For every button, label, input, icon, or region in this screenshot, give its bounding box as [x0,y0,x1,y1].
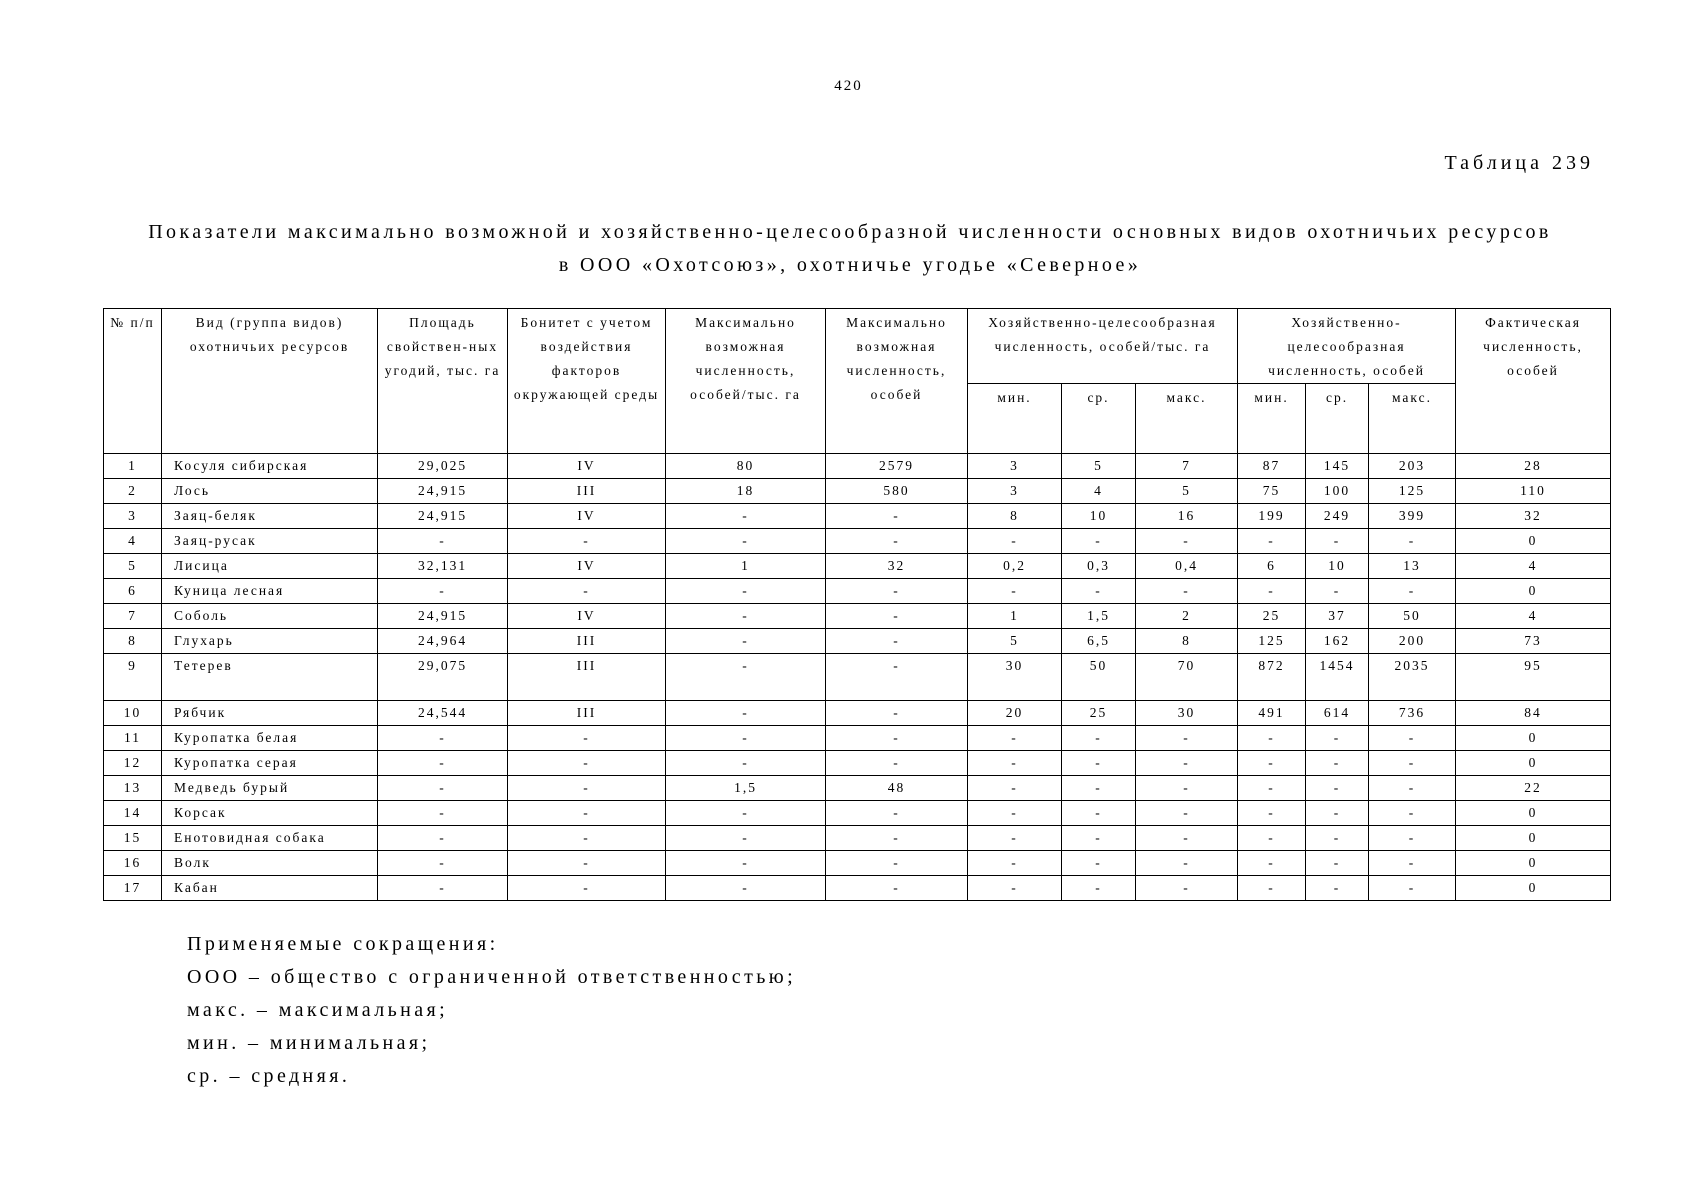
table-cell: III [508,701,666,726]
table-cell: - [1306,751,1369,776]
table-cell: - [508,801,666,826]
table-cell: - [968,579,1062,604]
table-row [104,479,1611,504]
header-species: Вид (группа видов) охотничьих ресурсов [162,309,378,454]
table-cell: - [1306,726,1369,751]
header-eco-density: Хозяйственно-целесообразная численность, особей/тыс. га [968,309,1238,384]
table-cell: - [1306,776,1369,801]
table-cell: - [378,876,508,901]
table-cell: - [826,654,968,701]
table-cell: - [666,604,826,629]
table-row [104,876,1611,901]
table-cell: 50 [1062,654,1136,701]
table-cell: - [968,801,1062,826]
table-cell: 22 [1456,776,1611,801]
table-cell: 110 [1456,479,1611,504]
table-cell: 736 [1369,701,1456,726]
species-name-cell: Заяц-русак [162,529,378,554]
table-cell: - [826,801,968,826]
table-cell: - [1062,579,1136,604]
table-cell: - [1369,876,1456,901]
table-cell: 25 [1238,604,1306,629]
table-cell: 0 [1456,801,1611,826]
table-cell: - [1136,826,1238,851]
table-cell: - [968,726,1062,751]
table-cell: 0 [1456,851,1611,876]
title-line: в ООО «Охотсоюз», охотничье угодье «Северное» [558,254,1142,276]
table-cell: - [826,751,968,776]
header-max-count: Максимально возможная численность, особей [826,309,968,454]
table-cell: 87 [1238,454,1306,479]
table-cell: - [666,654,826,701]
table-cell: 399 [1369,504,1456,529]
table-cell: - [508,751,666,776]
table-cell: - [1369,529,1456,554]
species-name-cell: Волк [162,851,378,876]
table-cell: - [1369,726,1456,751]
table-cell: 10 [1062,504,1136,529]
table-cell: - [1369,801,1456,826]
table-cell: - [1306,851,1369,876]
table-cell: - [1369,751,1456,776]
table-cell: 200 [1369,629,1456,654]
header-avg: ср. [1306,384,1369,454]
table-body [104,454,1611,901]
table-row [104,629,1611,654]
table-cell: - [1062,529,1136,554]
table-cell: - [826,579,968,604]
table-cell: 70 [1136,654,1238,701]
species-name-cell: Соболь [162,604,378,629]
header-max: макс. [1369,384,1456,454]
table-cell: 3 [104,504,162,529]
header-area: Площадь свойствен-ных угодий, тыс. га [378,309,508,454]
table-row [104,654,1611,701]
table-cell: 0 [1456,529,1611,554]
species-name-cell: Глухарь [162,629,378,654]
table-row [104,529,1611,554]
table-cell: - [508,826,666,851]
table-cell: 2035 [1369,654,1456,701]
table-cell: 32 [1456,504,1611,529]
table-cell: - [1062,826,1136,851]
title-line: Показатели максимально возможной и хозяйственно-целесообразной численности основных видов охотничьих ресурсов [148,221,1552,243]
table-row [104,801,1611,826]
table-cell: 24,964 [378,629,508,654]
table-cell: 73 [1456,629,1611,654]
table-cell: - [666,579,826,604]
table-cell: - [378,726,508,751]
abbreviation-item: мин. – минимальная; [187,1032,431,1054]
table-cell: 5 [104,554,162,579]
table-cell: 0 [1456,579,1611,604]
species-name-cell: Лось [162,479,378,504]
header-number: № п/п [104,309,162,454]
table-cell: 48 [826,776,968,801]
table-cell: 24,915 [378,479,508,504]
table-cell: - [1136,801,1238,826]
table-cell: 25 [1062,701,1136,726]
species-name-cell: Куница лесная [162,579,378,604]
table-cell: - [1238,851,1306,876]
species-name-cell: Заяц-беляк [162,504,378,529]
table-cell: 4 [1456,554,1611,579]
table-cell: 16 [104,851,162,876]
table-cell: 16 [1136,504,1238,529]
table-cell: - [826,826,968,851]
table-cell: - [1136,751,1238,776]
table-cell: 6,5 [1062,629,1136,654]
table-cell: IV [508,554,666,579]
table-cell: - [1136,876,1238,901]
table-cell: 3 [968,454,1062,479]
table-cell: 3 [968,479,1062,504]
table-cell: - [378,751,508,776]
table-cell: - [1062,876,1136,901]
table-cell: 125 [1369,479,1456,504]
table-cell: 32 [826,554,968,579]
table-row [104,604,1611,629]
table-cell: - [1136,726,1238,751]
table-cell: - [826,701,968,726]
table-cell: - [826,851,968,876]
abbreviations-heading: Применяемые сокращения: [187,933,499,955]
table-cell: 1 [666,554,826,579]
header-eco-count: Хозяйственно-целесообразная численность, особей [1238,309,1456,384]
table-cell: - [968,529,1062,554]
table-cell: 11 [104,726,162,751]
table-row [104,826,1611,851]
table-cell: - [826,876,968,901]
table-cell: 30 [968,654,1062,701]
table-cell: - [1238,801,1306,826]
table-cell: - [826,726,968,751]
table-cell: - [508,851,666,876]
page-number: 420 [834,78,863,94]
header-max-density: Максимально возможная численность, особей/тыс. га [666,309,826,454]
table-cell: 0 [1456,826,1611,851]
table-cell: - [1062,801,1136,826]
table-cell: III [508,654,666,701]
species-name-cell: Лисица [162,554,378,579]
table-row [104,751,1611,776]
table-cell: 0 [1456,726,1611,751]
table-row [104,579,1611,604]
table-cell: - [378,579,508,604]
table-cell: 203 [1369,454,1456,479]
table-cell: 30 [1136,701,1238,726]
table-row [104,726,1611,751]
table-cell: 24,915 [378,604,508,629]
table-cell: - [508,579,666,604]
species-name-cell: Енотовидная собака [162,826,378,851]
table-cell: - [666,801,826,826]
table-cell: - [1062,726,1136,751]
table-cell: 100 [1306,479,1369,504]
table-cell: 249 [1306,504,1369,529]
table-cell: - [378,851,508,876]
table-cell: 1 [104,454,162,479]
table-cell: 10 [1306,554,1369,579]
species-name-cell: Тетерев [162,654,378,701]
table-cell: - [1062,751,1136,776]
table-cell: 0 [1456,876,1611,901]
table-cell: - [968,751,1062,776]
table-cell: - [666,629,826,654]
hunting-resources-table [103,308,1611,901]
table-cell: 12 [104,751,162,776]
table-cell: III [508,479,666,504]
table-cell: - [968,826,1062,851]
table-cell: 580 [826,479,968,504]
table-cell: 0 [1456,751,1611,776]
table-cell: 80 [666,454,826,479]
table-cell: 20 [968,701,1062,726]
table-cell: 29,075 [378,654,508,701]
table-cell: 199 [1238,504,1306,529]
table-cell: - [378,776,508,801]
table-cell: 37 [1306,604,1369,629]
table-cell: - [1238,726,1306,751]
table-cell: - [1369,851,1456,876]
table-cell: IV [508,604,666,629]
table-cell: - [1306,826,1369,851]
table-cell: - [968,776,1062,801]
species-name-cell: Корсак [162,801,378,826]
table-cell: - [666,751,826,776]
table-cell: 8 [1136,629,1238,654]
table-cell: - [826,529,968,554]
table-cell: - [826,629,968,654]
table-cell: 6 [104,579,162,604]
table-cell: - [1369,776,1456,801]
table-cell: 75 [1238,479,1306,504]
table-cell: - [1238,826,1306,851]
table-row [104,851,1611,876]
table-cell: - [1306,529,1369,554]
table-cell: - [666,504,826,529]
table-cell: 15 [104,826,162,851]
table-cell: - [378,529,508,554]
header-min: мин. [1238,384,1306,454]
table-cell: - [1136,776,1238,801]
table-cell: 1 [968,604,1062,629]
table-cell: - [666,826,826,851]
table-cell: 125 [1238,629,1306,654]
table-cell: 1454 [1306,654,1369,701]
table-cell: 1,5 [666,776,826,801]
table-cell: 8 [104,629,162,654]
table-cell: - [968,876,1062,901]
table-cell: 24,544 [378,701,508,726]
table-row [104,701,1611,726]
table-cell: - [1238,876,1306,901]
table-cell: 17 [104,876,162,901]
table-cell: 10 [104,701,162,726]
table-cell: 162 [1306,629,1369,654]
table-cell: IV [508,454,666,479]
table-cell: 5 [1136,479,1238,504]
table-cell: 7 [1136,454,1238,479]
table-cell: - [666,726,826,751]
table-row [104,776,1611,801]
table-cell: 5 [968,629,1062,654]
table-cell: - [666,851,826,876]
table-cell: 8 [968,504,1062,529]
table-cell: 7 [104,604,162,629]
table-cell: 14 [104,801,162,826]
table-cell: - [1136,851,1238,876]
table-cell: - [1306,801,1369,826]
table-cell: - [1306,876,1369,901]
table-cell: 28 [1456,454,1611,479]
table-cell: 32,131 [378,554,508,579]
table-cell: - [1238,776,1306,801]
table-cell: - [1238,579,1306,604]
abbreviation-item: ср. – средняя. [187,1065,351,1087]
table-cell: - [666,529,826,554]
table-cell: - [508,776,666,801]
table-cell: 29,025 [378,454,508,479]
abbreviation-item: макс. – максимальная; [187,999,449,1021]
table-cell: - [1306,579,1369,604]
table-cell: - [1238,751,1306,776]
table-cell: - [968,851,1062,876]
table-cell: - [1369,826,1456,851]
header-actual: Фактическая численность, особей [1456,309,1611,454]
header-avg: ср. [1062,384,1136,454]
table-cell: 18 [666,479,826,504]
table-cell: - [666,701,826,726]
abbreviation-item: ООО – общество с ограниченной ответственностью; [187,966,797,988]
species-name-cell: Куропатка серая [162,751,378,776]
table-cell: 2 [1136,604,1238,629]
table-cell: - [1238,529,1306,554]
table-cell: - [1136,529,1238,554]
species-name-cell: Медведь бурый [162,776,378,801]
table-cell: - [378,801,508,826]
table-cell: 13 [104,776,162,801]
header-min: мин. [968,384,1062,454]
table-cell: - [508,726,666,751]
table-cell: 614 [1306,701,1369,726]
table-cell: III [508,629,666,654]
table-cell: 5 [1062,454,1136,479]
species-name-cell: Рябчик [162,701,378,726]
table-cell: - [508,529,666,554]
table-cell: 50 [1369,604,1456,629]
table-row [104,554,1611,579]
table-label: Таблица 239 [1444,152,1594,174]
table-cell: 2 [104,479,162,504]
table-cell: - [378,826,508,851]
abbreviations [187,928,796,1093]
species-name-cell: Кабан [162,876,378,901]
header-bonitet: Бонитет с учетом воздействия факторов окружающей среды [508,309,666,454]
species-name-cell: Куропатка белая [162,726,378,751]
table-cell: - [1369,579,1456,604]
species-name-cell: Косуля сибирская [162,454,378,479]
table-cell: 84 [1456,701,1611,726]
table-cell: - [1136,579,1238,604]
table-cell: 1,5 [1062,604,1136,629]
table-cell: 13 [1369,554,1456,579]
table-cell: 4 [104,529,162,554]
table-cell: 4 [1456,604,1611,629]
table-cell: 24,915 [378,504,508,529]
table-cell: 0,2 [968,554,1062,579]
table-cell: 2579 [826,454,968,479]
table-cell: - [666,876,826,901]
header-max: макс. [1136,384,1238,454]
table-cell: - [826,504,968,529]
table-cell: 491 [1238,701,1306,726]
table-cell: 4 [1062,479,1136,504]
table-cell: 145 [1306,454,1369,479]
document-title [60,216,1640,282]
table-cell: - [826,604,968,629]
table-cell: IV [508,504,666,529]
table-cell: - [1062,851,1136,876]
table-cell: - [1062,776,1136,801]
table-cell: 9 [104,654,162,701]
table-cell: - [508,876,666,901]
table-cell: 872 [1238,654,1306,701]
table-cell: 6 [1238,554,1306,579]
table-cell: 0,3 [1062,554,1136,579]
table-cell: 95 [1456,654,1611,701]
table-cell: 0,4 [1136,554,1238,579]
table-row [104,504,1611,529]
table-row [104,454,1611,479]
